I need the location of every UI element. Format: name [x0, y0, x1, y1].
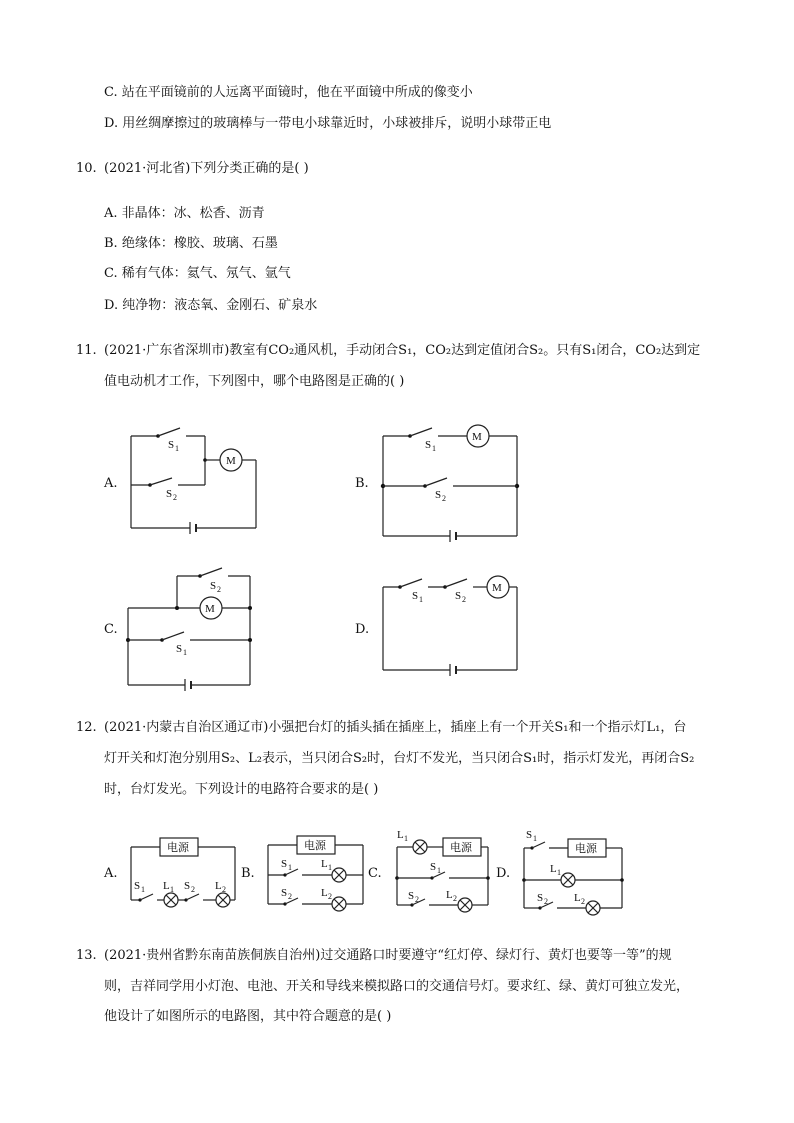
- svg-text:S: S: [176, 643, 183, 655]
- svg-text:M: M: [472, 431, 482, 443]
- q11-number: 11.: [76, 343, 97, 358]
- q12-stem-line3: 时，台灯发光。下列设计的电路符合要求的是( ): [104, 782, 379, 797]
- svg-text:L: L: [163, 880, 170, 892]
- svg-text:1: 1: [404, 834, 408, 843]
- q9-option-d: D. 用丝绸摩擦过的玻璃棒与一带电小球靠近时，小球被排斥，说明小球带正电: [104, 116, 552, 131]
- svg-text:1: 1: [557, 868, 561, 877]
- svg-text:电源: 电源: [304, 840, 326, 852]
- q12-label-a: A.: [104, 866, 118, 881]
- svg-text:1: 1: [533, 834, 537, 843]
- svg-text:L: L: [321, 858, 328, 870]
- q13-number: 13.: [76, 948, 97, 963]
- q9-option-c: C. 站在平面镜前的人远离平面镜时，他在平面镜中所成的像变小: [104, 85, 473, 100]
- svg-text:2: 2: [191, 885, 195, 894]
- svg-text:L: L: [321, 887, 328, 899]
- svg-text:L: L: [215, 880, 222, 892]
- svg-text:2: 2: [581, 897, 585, 906]
- svg-text:2: 2: [442, 494, 446, 503]
- svg-text:2: 2: [328, 892, 332, 901]
- svg-text:M: M: [226, 455, 236, 467]
- q12-label-b: B.: [241, 866, 255, 881]
- q13-stem-line2: 则，吉祥同学用小灯泡、电池、开关和导线来模拟路口的交通信号灯。要求红、绿、黄灯可独立发光，: [104, 979, 690, 994]
- q11-label-b: B.: [355, 476, 369, 491]
- svg-text:1: 1: [437, 866, 441, 875]
- svg-text:1: 1: [170, 885, 174, 894]
- svg-text:1: 1: [432, 444, 436, 453]
- svg-text:1: 1: [141, 885, 145, 894]
- svg-text:S: S: [537, 892, 544, 904]
- svg-text:电源: 电源: [450, 842, 472, 854]
- svg-text:2: 2: [453, 894, 457, 903]
- svg-text:L: L: [446, 889, 453, 901]
- svg-text:S: S: [184, 880, 191, 892]
- q10-option-b: B. 绝缘体：橡胶、玻璃、石墨: [104, 236, 278, 251]
- svg-text:1: 1: [183, 648, 187, 657]
- q12-number: 12.: [76, 720, 97, 735]
- svg-text:S: S: [168, 439, 175, 451]
- q10-option-a: A. 非晶体：冰、松香、沥青: [104, 206, 265, 221]
- svg-text:1: 1: [288, 863, 292, 872]
- svg-text:S: S: [455, 590, 462, 602]
- q10-option-c: C. 稀有气体：氦气、氖气、氩气: [104, 266, 291, 281]
- svg-text:S: S: [435, 489, 442, 501]
- q12-stem-line1: (2021·内蒙古自治区通辽市)小强把台灯的插头插在插座上，插座上有一个开关S₁和一个指示灯L₁，台: [104, 720, 687, 735]
- q11-label-d: D.: [355, 622, 370, 637]
- svg-text:S: S: [526, 829, 533, 841]
- q11-label-c: C.: [104, 622, 118, 637]
- svg-text:S: S: [412, 590, 419, 602]
- svg-text:2: 2: [415, 895, 419, 904]
- svg-text:1: 1: [419, 595, 423, 604]
- svg-text:S: S: [210, 580, 217, 592]
- q10-option-d: D. 纯净物：液态氧、金刚石、矿泉水: [104, 298, 318, 313]
- svg-text:S: S: [166, 488, 173, 500]
- q11-label-a: A.: [104, 476, 118, 491]
- svg-text:L: L: [550, 863, 557, 875]
- svg-text:S: S: [281, 887, 288, 899]
- svg-text:L: L: [397, 829, 404, 841]
- q10-stem: (2021·河北省)下列分类正确的是( ): [104, 161, 309, 176]
- svg-text:S: S: [430, 861, 437, 873]
- svg-text:L: L: [574, 892, 581, 904]
- q12-label-d: D.: [496, 866, 511, 881]
- q13-stem-line3: 他设计了如图所示的电路图，其中符合题意的是( ): [104, 1009, 392, 1024]
- svg-text:S: S: [425, 439, 432, 451]
- svg-text:2: 2: [288, 892, 292, 901]
- svg-text:S: S: [408, 890, 415, 902]
- q12-label-c: C.: [368, 866, 382, 881]
- svg-text:S: S: [281, 858, 288, 870]
- svg-text:1: 1: [175, 444, 179, 453]
- svg-text:2: 2: [462, 595, 466, 604]
- svg-text:1: 1: [328, 863, 332, 872]
- q10-number: 10.: [76, 161, 97, 176]
- svg-text:2: 2: [222, 885, 226, 894]
- q11-stem-line2: 值电动机才工作，下列图中，哪个电路图是正确的( ): [104, 374, 405, 389]
- q12-a-power-label: 电源: [167, 842, 189, 854]
- svg-text:2: 2: [544, 897, 548, 906]
- svg-text:S: S: [134, 880, 141, 892]
- svg-text:2: 2: [217, 585, 221, 594]
- svg-text:M: M: [492, 582, 502, 594]
- svg-text:2: 2: [173, 493, 177, 502]
- q13-stem-line1: (2021·贵州省黔东南苗族侗族自治州)过交通路口时要遵守“红灯停、绿灯行、黄灯也要等一等”的规: [104, 948, 672, 963]
- q11-stem-line1: (2021·广东省深圳市)教室有CO₂通风机，手动闭合S₁，CO₂达到定值闭合S₂。只有S₁闭合，CO₂达到定: [104, 343, 701, 358]
- svg-text:电源: 电源: [575, 843, 597, 855]
- q12-stem-line2: 灯开关和灯泡分别用S₂、L₂表示，当只闭合S₂时，台灯不发光，当只闭合S₁时，指示灯发光，再闭合S₂: [104, 751, 695, 766]
- svg-text:M: M: [205, 603, 215, 615]
